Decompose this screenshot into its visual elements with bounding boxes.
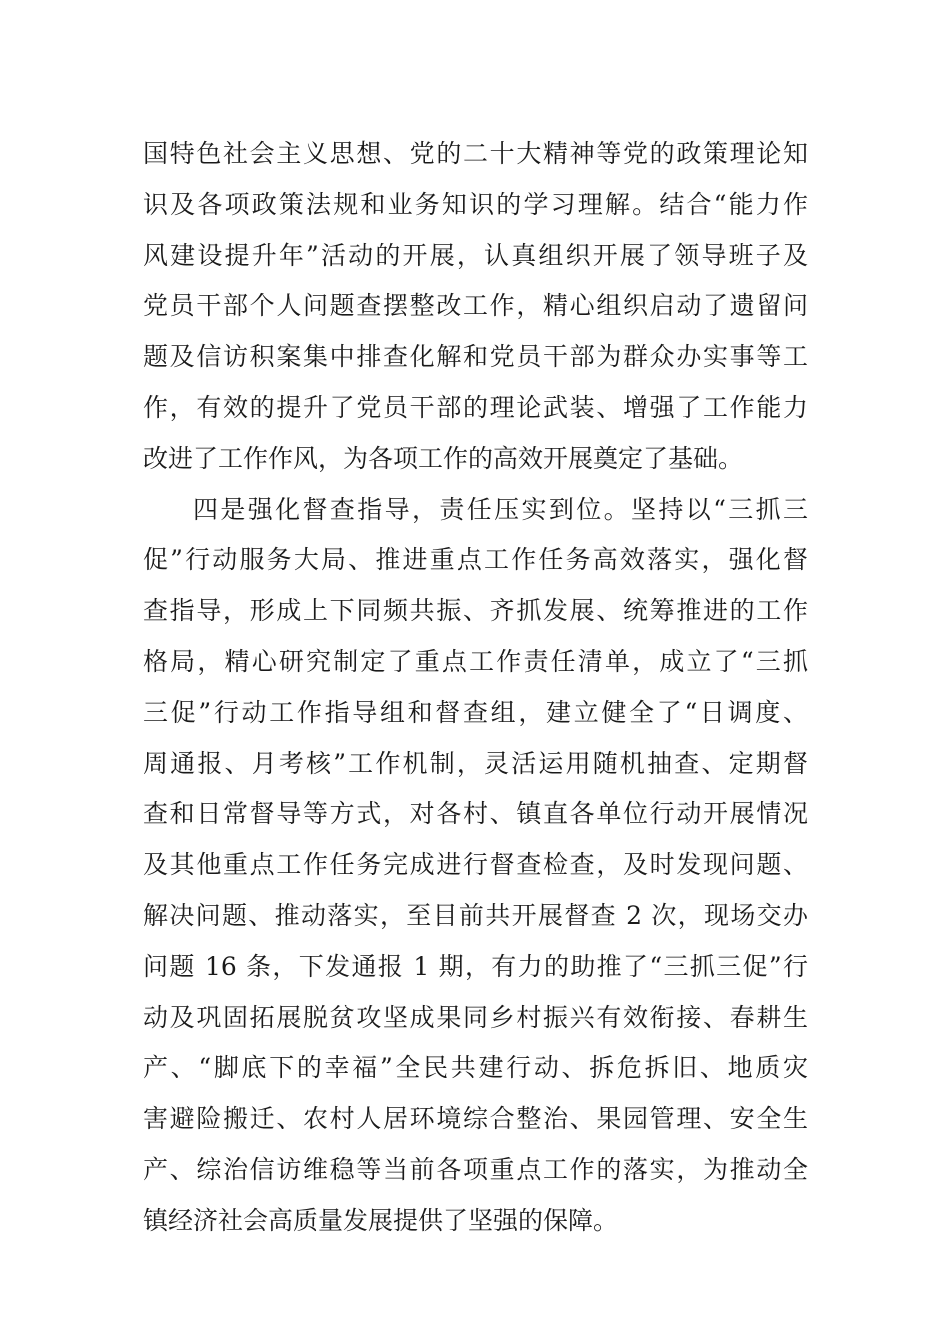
document-body <box>143 129 808 1247</box>
text-line: 产、“脚底下的幸福”全民共建行动、拆危拆旧、地质灾 <box>143 1053 808 1083</box>
paragraph-start-line: 四是强化督查指导，责任压实到位。坚持以“三抓三 <box>193 494 808 524</box>
text-line: 害避险搬迁、农村人居环境综合整治、果园管理、安全生 <box>143 1104 808 1134</box>
text-line: 及其他重点工作任务完成进行督查检查，及时发现问题、 <box>143 850 808 880</box>
text-line: 国特色社会主义思想、党的二十大精神等党的政策理论知 <box>143 139 808 168</box>
text-line: 识及各项政策法规和业务知识的学习理解。结合“能力作 <box>143 189 808 219</box>
text-line: 党员干部个人问题查摆整改工作，精心组织启动了遗留问 <box>143 291 808 321</box>
text-line: 解决问题、推动落实，至目前共开展督查 2 次，现场交办 <box>143 900 808 930</box>
text-line: 问题 16 条，下发通报 1 期，有力的助推了“三抓三促”行 <box>143 951 808 981</box>
text-line: 改进了工作作风，为各项工作的高效开展奠定了基础。 <box>143 443 744 473</box>
text-line: 动及巩固拓展脱贫攻坚成果同乡村振兴有效衔接、春耕生 <box>143 1002 808 1032</box>
text-line: 镇经济社会高质量发展提供了坚强的保障。 <box>143 1205 619 1235</box>
text-line: 查指导，形成上下同频共振、齐抓发展、统筹推进的工作 <box>143 596 808 626</box>
text-line: 三促”行动工作指导组和督查组，建立健全了“日调度、 <box>143 697 808 727</box>
text-line: 风建设提升年”活动的开展，认真组织开展了领导班子及 <box>143 240 808 270</box>
text-line: 题及信访积案集中排查化解和党员干部为群众办实事等工 <box>143 342 808 372</box>
text-line: 周通报、月考核”工作机制，灵活运用随机抽查、定期督 <box>143 748 808 778</box>
text-line: 格局，精心研究制定了重点工作责任清单，成立了“三抓 <box>143 646 808 676</box>
text-line: 产、综治信访维稳等当前各项重点工作的落实，为推动全 <box>143 1154 808 1184</box>
text-line: 作，有效的提升了党员干部的理论武装、增强了工作能力 <box>143 392 808 422</box>
text-line: 促”行动服务大局、推进重点工作任务高效落实，强化督 <box>143 545 808 575</box>
text-line: 查和日常督导等方式，对各村、镇直各单位行动开展情况 <box>143 799 808 829</box>
